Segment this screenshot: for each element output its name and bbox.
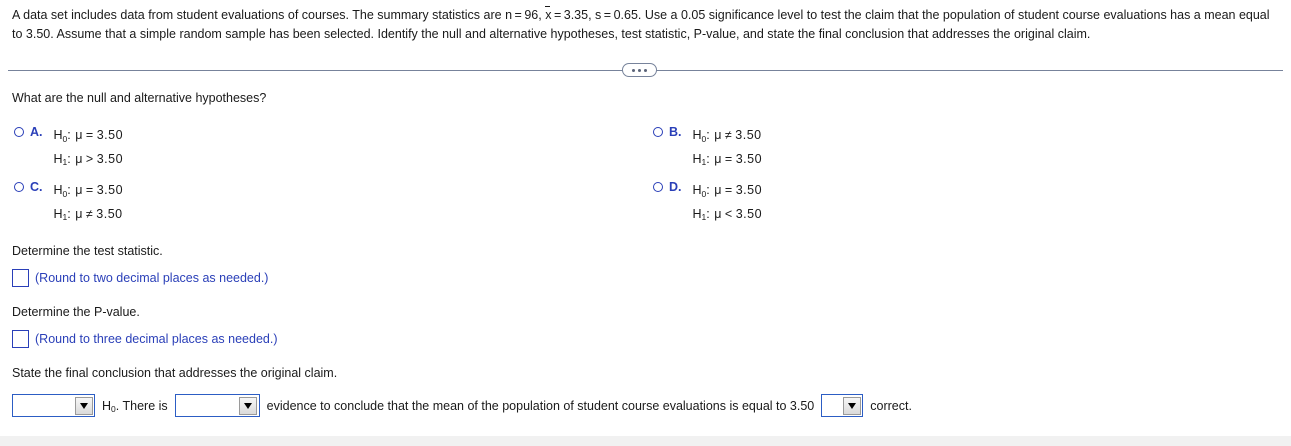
choice-d-null-hypothesis (693, 179, 763, 203)
choice-c-null-hypothesis (54, 179, 124, 203)
h-expression: : μ < 3.50 (706, 206, 763, 221)
radio-button-c[interactable] (14, 182, 24, 192)
choice-body-a (54, 124, 124, 171)
choice-b-alt-hypothesis (693, 148, 763, 172)
h-subscript: 0 (111, 404, 116, 414)
choice-a-alt-hypothesis (54, 148, 124, 172)
h-subscript: 0 (62, 188, 68, 199)
chevron-down-icon[interactable] (843, 397, 861, 415)
h-expression: : μ = 3.50 (706, 151, 763, 166)
caret-shape (848, 403, 856, 409)
test-statistic-hint: (Round to two decimal places as needed.) (35, 271, 269, 285)
h-subscript: 1 (62, 157, 68, 167)
h-subscript: 0 (701, 133, 707, 144)
h-symbol: H (53, 151, 63, 166)
conclusion-text-2: evidence to conclude that the mean of the population of student course evaluations is equal to 3.50 (266, 398, 815, 413)
h-symbol: H (102, 398, 112, 413)
choice-option-c[interactable] (14, 179, 123, 226)
h-symbol: H (692, 183, 702, 197)
h-symbol: H (53, 183, 63, 197)
conclusion-dropdown-3[interactable] (821, 394, 863, 417)
p-value-hint: (Round to three decimal places as needed.) (35, 332, 278, 346)
h-symbol: H (53, 128, 63, 142)
p-value-input[interactable] (12, 330, 29, 348)
conclusion-answer-row (12, 394, 919, 417)
chevron-down-icon[interactable] (75, 397, 93, 415)
conclusion-dropdown-2[interactable] (175, 394, 260, 417)
h-subscript: 1 (701, 157, 707, 167)
choice-body-b (693, 124, 763, 171)
radio-button-a[interactable] (14, 127, 24, 137)
conclusion-text-1 (102, 399, 168, 413)
h-expression: : μ ≠ 3.50 (67, 206, 123, 221)
dot-3 (644, 69, 647, 72)
problem-statement (12, 5, 1276, 44)
h-expression: : μ = 3.50 (706, 183, 763, 197)
choice-letter-c: C. (30, 180, 43, 194)
choice-letter-d: D. (669, 180, 682, 194)
conclusion-text-3: correct. (870, 398, 912, 413)
choice-option-d[interactable] (653, 179, 762, 226)
h-symbol: H (692, 151, 702, 166)
h-expression: : μ = 3.50 (67, 128, 124, 142)
radio-button-d[interactable] (653, 182, 663, 192)
dot-1 (632, 69, 635, 72)
h-subscript: 1 (62, 212, 68, 222)
choice-a-null-hypothesis (54, 124, 124, 148)
radio-button-b[interactable] (653, 127, 663, 137)
caret-shape (80, 403, 88, 409)
choice-letter-a: A. (30, 125, 43, 139)
h-symbol: H (692, 206, 702, 221)
h-symbol: H (53, 206, 63, 221)
choice-option-b[interactable] (653, 124, 762, 171)
h-subscript: 0 (62, 133, 68, 144)
h-subscript: 1 (701, 212, 707, 222)
h-subscript: 0 (701, 188, 707, 199)
x-bar-symbol: x (545, 5, 551, 25)
more-options-ellipsis-icon[interactable] (622, 63, 657, 77)
choice-body-c (54, 179, 124, 226)
bottom-status-bar (0, 436, 1291, 446)
h-symbol: H (692, 128, 702, 142)
p-value-prompt: Determine the P-value. (12, 305, 140, 319)
choice-body-d (693, 179, 763, 226)
choice-b-null-hypothesis (693, 124, 763, 148)
conclusion-dropdown-1[interactable] (12, 394, 95, 417)
test-statistic-prompt: Determine the test statistic. (12, 244, 163, 258)
choice-letter-b: B. (669, 125, 682, 139)
choice-c-alt-hypothesis (54, 203, 124, 227)
conclusion-prompt: State the final conclusion that addresses the original claim. (12, 366, 338, 380)
problem-text-part2: = 3.35, s = 0.65. Use a 0.05 significance level to test the claim that the population of student course evaluations has a mean equal to 3.50. Assume that a simple random sample has been selected. Identify the null and alternative hypotheses, test statistic, P-value, and state the final conclusion that addresses the original claim. (12, 8, 1270, 41)
test-statistic-input[interactable] (12, 269, 29, 287)
h-expression: : μ ≠ 3.50 (706, 128, 762, 142)
test-statistic-answer-row (12, 269, 268, 287)
choice-option-a[interactable] (14, 124, 123, 171)
caret-shape (244, 403, 252, 409)
p-value-answer-row (12, 330, 278, 348)
hypotheses-prompt: What are the null and alternative hypotheses? (12, 91, 267, 105)
dot-2 (638, 69, 641, 72)
h-trailing-text: . There is (115, 398, 168, 413)
choice-d-alt-hypothesis (693, 203, 763, 227)
problem-text-part1: A data set includes data from student evaluations of courses. The summary statistics are n = 96, (12, 8, 546, 22)
section-divider (0, 63, 1291, 79)
chevron-down-icon[interactable] (239, 397, 257, 415)
h-expression: : μ > 3.50 (67, 151, 124, 166)
h-expression: : μ = 3.50 (67, 183, 124, 197)
